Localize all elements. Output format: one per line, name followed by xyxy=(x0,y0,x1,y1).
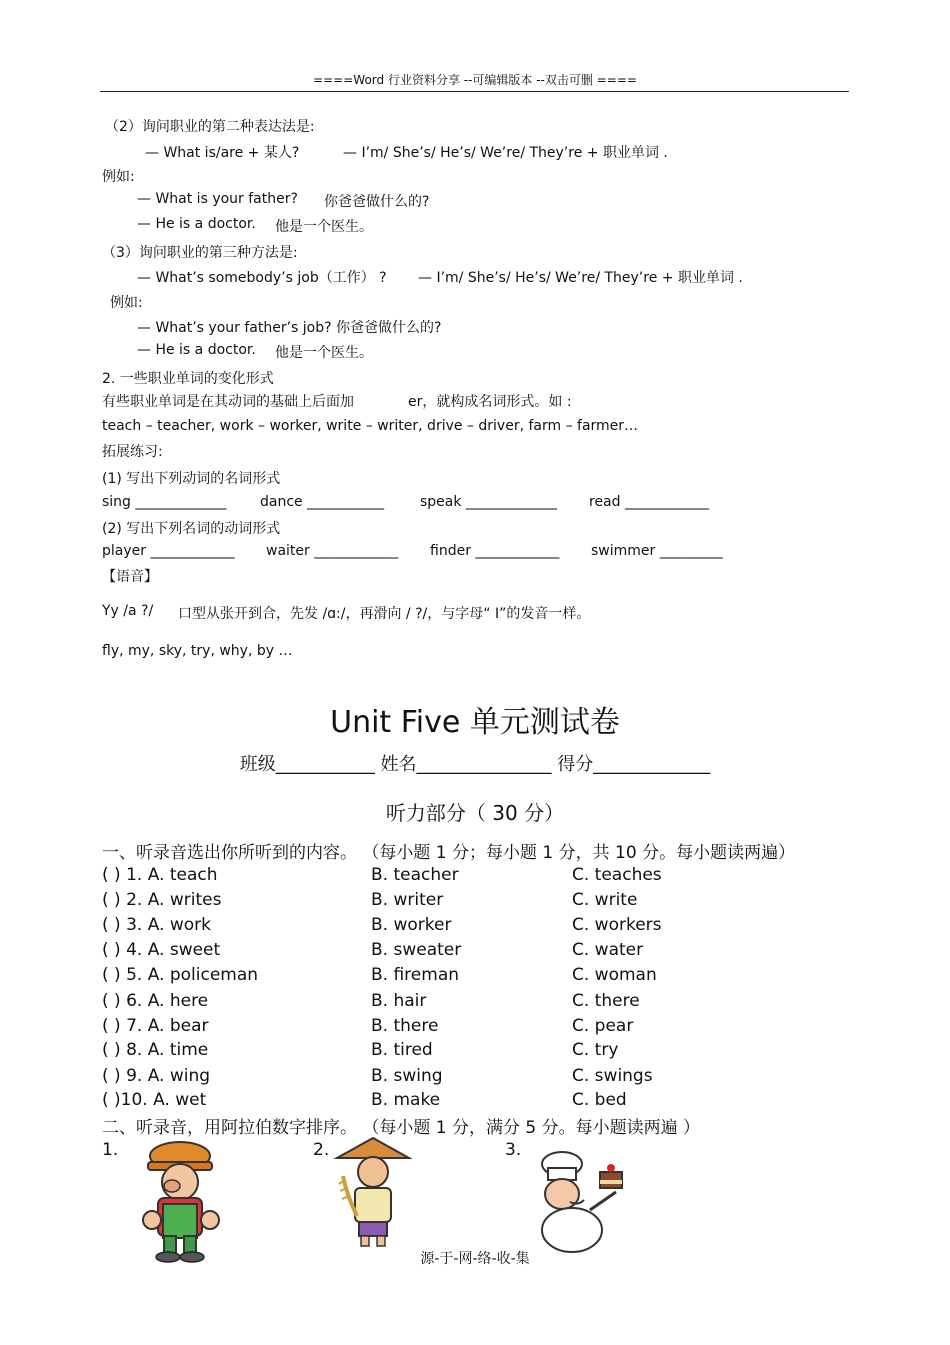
note-line: — What’s your father’s job? 你爸爸做什么的? xyxy=(137,320,442,336)
question-item: ( ) 5. A. policeman xyxy=(102,965,259,985)
exercise-blank: waiter ____________ xyxy=(266,543,399,559)
note-line: 拓展练习: xyxy=(102,444,163,460)
note-line: — What is/are + 某人? xyxy=(145,145,300,161)
note-line: — What is your father? xyxy=(137,191,298,207)
question-item: ( ) 2. A. writes xyxy=(102,890,222,910)
option-c: C. workers xyxy=(572,915,662,935)
cook-picture xyxy=(530,1150,630,1254)
picture-number: 3. xyxy=(505,1140,522,1160)
note-line: teach – teacher, work – worker, write – writer, drive – driver, farm – farmer… xyxy=(102,418,639,434)
question-item: ( ) 8. A. time xyxy=(102,1040,209,1060)
option-c: C. teaches xyxy=(572,865,662,885)
section-one-heading: 一、听录音选出你所听到的内容。 （每小题 1 分；每小题 1 分，共 10 分。每小题读两遍） xyxy=(102,843,796,863)
option-c: C. pear xyxy=(572,1016,634,1036)
test-title: Unit Five 单元测试卷 xyxy=(330,705,620,740)
option-c: C. write xyxy=(572,890,638,910)
option-b: B. teacher xyxy=(371,865,459,885)
picture-number: 2. xyxy=(313,1140,330,1160)
question-item: ( ) 9. A. wing xyxy=(102,1066,211,1086)
note-line: （2）询问职业的第二种表达法是: xyxy=(105,119,315,135)
note-line: 你爸爸做什么的? xyxy=(324,194,430,210)
page-header: ====Word 行业资料分享 --可编辑版本 --双击可删 ==== xyxy=(313,73,637,87)
option-c: C. water xyxy=(572,940,644,960)
option-c: C. try xyxy=(572,1040,619,1060)
exercise-blank: finder ____________ xyxy=(430,543,560,559)
worker-picture xyxy=(130,1138,230,1264)
note-line: er，就构成名词形式。如 : xyxy=(408,394,572,410)
option-c: C. woman xyxy=(572,965,657,985)
note-line: 口型从张开到合，先发 /ɑ:/，再滑向 / ?/，与字母“ I”的发音一样。 xyxy=(178,606,591,622)
page-footer: 源-于-网-络-收-集 xyxy=(420,1251,530,1267)
exercise-blank: read ____________ xyxy=(589,494,709,510)
note-line: — What’s somebody’s job（工作） ? xyxy=(137,270,387,286)
header-rule xyxy=(100,91,849,92)
note-line: — I’m/ She’s/ He’s/ We’re/ They’re + 职业单词 . xyxy=(343,145,668,161)
note-line: — He is a doctor. xyxy=(137,342,256,358)
note-line: 2. 一些职业单词的变化形式 xyxy=(102,371,274,387)
exercise-blank: swimmer _________ xyxy=(591,543,723,559)
student-info-line: 班级___________ 姓名_______________ 得分_____________ xyxy=(239,754,711,775)
note-line: fly, my, sky, try, why, by … xyxy=(102,643,293,659)
farmer-picture xyxy=(333,1136,413,1248)
exercise-blank: dance ___________ xyxy=(260,494,385,510)
option-b: B. swing xyxy=(371,1066,443,1086)
question-item: ( ) 3. A. work xyxy=(102,915,211,935)
exercise-blank: speak _____________ xyxy=(420,494,557,510)
option-b: B. sweater xyxy=(371,940,462,960)
picture-number: 1. xyxy=(102,1140,119,1160)
question-item: ( ) 7. A. bear xyxy=(102,1016,209,1036)
option-c: C. bed xyxy=(572,1090,627,1110)
question-item: ( ) 4. A. sweet xyxy=(102,940,221,960)
option-b: B. worker xyxy=(371,915,452,935)
question-item: ( )10. A. wet xyxy=(102,1090,207,1110)
note-line: — I’m/ She’s/ He’s/ We’re/ They’re + 职业单词 . xyxy=(418,270,743,286)
note-line: （3）询问职业的第三种方法是: xyxy=(102,245,298,261)
note-line: 他是一个医生。 xyxy=(275,345,373,361)
note-line: 例如: xyxy=(110,295,143,311)
exercise-blank: sing _____________ xyxy=(102,494,227,510)
exercise-blank: player ____________ xyxy=(102,543,235,559)
question-item: ( ) 6. A. here xyxy=(102,991,209,1011)
option-b: B. tired xyxy=(371,1040,433,1060)
note-line: (1) 写出下列动词的名词形式 xyxy=(102,471,281,487)
note-line: Yy /a ?/ xyxy=(102,603,154,619)
option-b: B. hair xyxy=(371,991,427,1011)
note-line: 【语音】 xyxy=(102,569,158,585)
option-b: B. there xyxy=(371,1016,439,1036)
section-two-heading: 二、听录音，用阿拉伯数字排序。 （每小题 1 分，满分 5 分。每小题读两遍 ） xyxy=(102,1118,701,1138)
note-line: — He is a doctor. xyxy=(137,216,256,232)
option-c: C. there xyxy=(572,991,640,1011)
note-line: 有些职业单词是在其动词的基础上后面加 xyxy=(102,394,354,410)
listening-heading: 听力部分（ 30 分） xyxy=(385,801,565,825)
note-line: 他是一个医生。 xyxy=(275,219,373,235)
note-line: 例如: xyxy=(102,169,135,185)
option-b: B. fireman xyxy=(371,965,460,985)
option-b: B. make xyxy=(371,1090,441,1110)
option-c: C. swings xyxy=(572,1066,653,1086)
note-line: (2) 写出下列名词的动词形式 xyxy=(102,521,281,537)
question-item: ( ) 1. A. teach xyxy=(102,865,218,885)
option-b: B. writer xyxy=(371,890,444,910)
